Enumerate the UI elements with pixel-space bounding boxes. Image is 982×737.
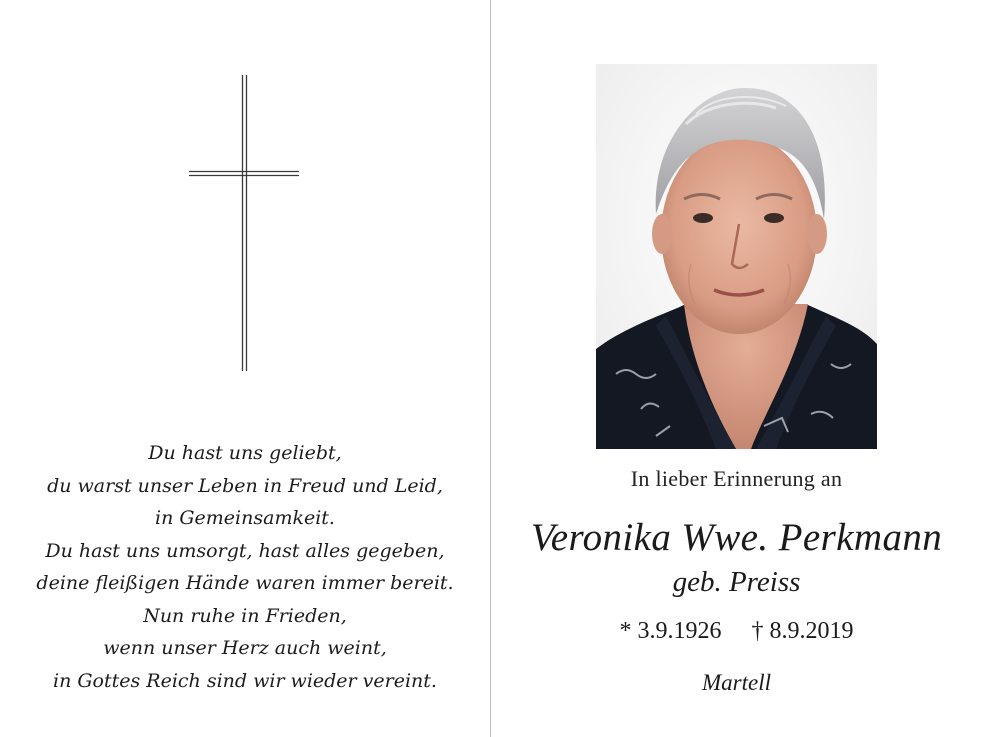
death-date: † 8.9.2019 [751,618,854,644]
poem-line: du warst unser Leben in Freud und Leid, [47,474,443,497]
poem-line: wenn unser Herz auch weint, [103,637,387,659]
deceased-name: Veronika Wwe. Perkmann [530,516,943,559]
life-dates [491,618,982,645]
poem-line: Du hast uns umsorgt, hast alles gegeben, [45,539,445,562]
cross-icon [188,75,300,371]
birth-date: * 3.9.1926 [619,618,722,644]
poem [20,437,470,697]
right-panel [491,0,982,737]
poem-line: deine fleißigen Hände waren immer bereit. [36,572,454,594]
poem-line: in Gottes Reich sind wir wieder vereint. [53,669,437,692]
portrait-photo [596,64,877,449]
poem-line: in Gemeinsamkeit. [155,507,335,529]
place-name: Martell [702,670,771,695]
left-panel [0,0,490,737]
maiden-name: geb. Preiss [672,566,801,598]
poem-line: Du hast uns geliebt, [148,442,342,464]
poem-line: Nun ruhe in Frieden, [143,604,347,627]
memorial-intro: In lieber Erinnerung an [630,466,843,491]
